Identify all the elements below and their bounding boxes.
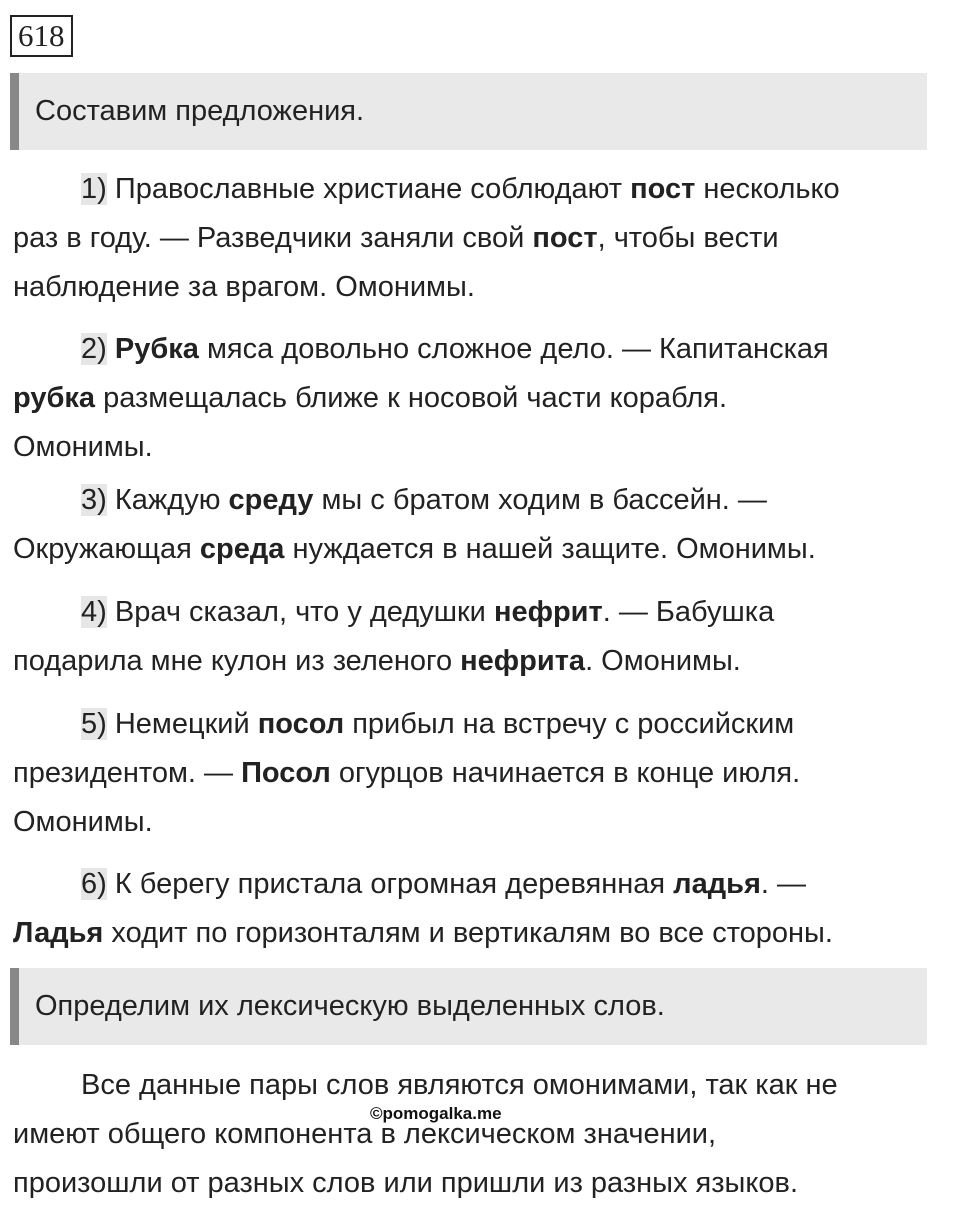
sentence-text: Окружающая <box>13 533 200 565</box>
highlighted-word: среда <box>199 533 285 565</box>
item-number-label: 6) <box>81 868 107 900</box>
item-number-label: 1) <box>81 173 107 205</box>
sentence-line <box>13 423 943 472</box>
sentence-line <box>13 749 943 798</box>
sentence-line <box>13 325 943 374</box>
sentence-text: Каждую <box>114 484 229 516</box>
sentence-text: подарила мне кулон из зеленого <box>13 645 461 677</box>
item-number-label: 4) <box>81 596 107 628</box>
sentence-text: Омонимы. <box>13 806 153 838</box>
section-header-2 <box>10 968 927 1045</box>
watermark: ©pomogalka.me <box>370 1104 502 1123</box>
section-title: Составим предложения. <box>35 95 365 127</box>
sentence-text: . Омонимы. <box>585 645 741 677</box>
item-number-label: 3) <box>81 484 107 516</box>
highlighted-word: рубка <box>13 382 96 414</box>
sentence-line <box>13 165 943 214</box>
sentence-text: Омонимы. <box>13 431 153 463</box>
sentence-line <box>13 909 943 958</box>
item-number-label: 2) <box>81 333 107 365</box>
task-number: 618 <box>10 15 73 57</box>
conclusion-paragraph <box>13 1061 943 1208</box>
sentence-item-1 <box>13 165 943 312</box>
conclusion-line: произошли от разных слов или пришли из разных языков. <box>13 1167 799 1199</box>
highlighted-word: посол <box>257 708 345 740</box>
sentence-text: ходит по горизонталям и вертикалям во все стороны. <box>103 917 833 949</box>
highlighted-word: ладья <box>673 868 761 900</box>
sentence-text: несколько <box>695 173 840 205</box>
highlighted-word: нефрит <box>493 596 603 628</box>
highlighted-word: среду <box>228 484 314 516</box>
sentence-text: Врач сказал, что у дедушки <box>114 596 494 628</box>
conclusion-line: имеют общего компонента в лексическом значении, <box>13 1118 717 1150</box>
sentence-item-6 <box>13 860 943 958</box>
section-title: Определим их лексическую выделенных слов. <box>35 990 665 1022</box>
sentence-text: огурцов начинается в конце июля. <box>330 757 801 789</box>
sentence-text: мяса довольно сложное дело. — Капитанская <box>198 333 829 365</box>
sentence-text: раз в году. — Разведчики заняли свой <box>13 222 533 254</box>
highlighted-word: пост <box>532 222 598 254</box>
sentence-text: прибыл на встречу с российским <box>344 708 795 740</box>
sentence-text: наблюдение за врагом. Омонимы. <box>13 271 475 303</box>
sentence-item-4 <box>13 588 943 686</box>
sentence-line <box>13 476 943 525</box>
sentence-line <box>13 798 943 847</box>
highlighted-word: Посол <box>241 757 331 789</box>
sentence-line <box>13 374 943 423</box>
section-header-1 <box>10 73 927 150</box>
conclusion-line: Все данные пары слов являются омонимами, так как не <box>81 1069 838 1101</box>
sentence-item-3 <box>13 476 943 574</box>
sentence-line <box>13 700 943 749</box>
sentence-item-2 <box>13 325 943 472</box>
sentence-text: К берегу пристала огромная деревянная <box>114 868 674 900</box>
sentence-line <box>13 860 943 909</box>
highlighted-word: нефрита <box>460 645 586 677</box>
sentence-text: нуждается в нашей защите. Омонимы. <box>284 533 816 565</box>
sentence-text: , чтобы вести <box>597 222 779 254</box>
sentence-text: . — Бабушка <box>602 596 775 628</box>
sentence-line <box>13 214 943 263</box>
item-number-label: 5) <box>81 708 107 740</box>
sentence-text: мы с братом ходим в бассейн. — <box>313 484 767 516</box>
sentence-item-5 <box>13 700 943 847</box>
sentence-line <box>13 637 943 686</box>
sentence-line <box>13 263 943 312</box>
sentence-text: президентом. — <box>13 757 242 789</box>
sentence-text: . — <box>760 868 806 900</box>
sentence-text: Немецкий <box>114 708 258 740</box>
highlighted-word: пост <box>630 173 696 205</box>
sentence-line <box>13 588 943 637</box>
highlighted-word: Рубка <box>114 333 199 365</box>
highlighted-word: Ладья <box>13 917 104 949</box>
sentence-text: размещалась ближе к носовой части корабля. <box>95 382 728 414</box>
sentence-line <box>13 525 943 574</box>
sentence-text: Православные христиане соблюдают <box>114 173 631 205</box>
